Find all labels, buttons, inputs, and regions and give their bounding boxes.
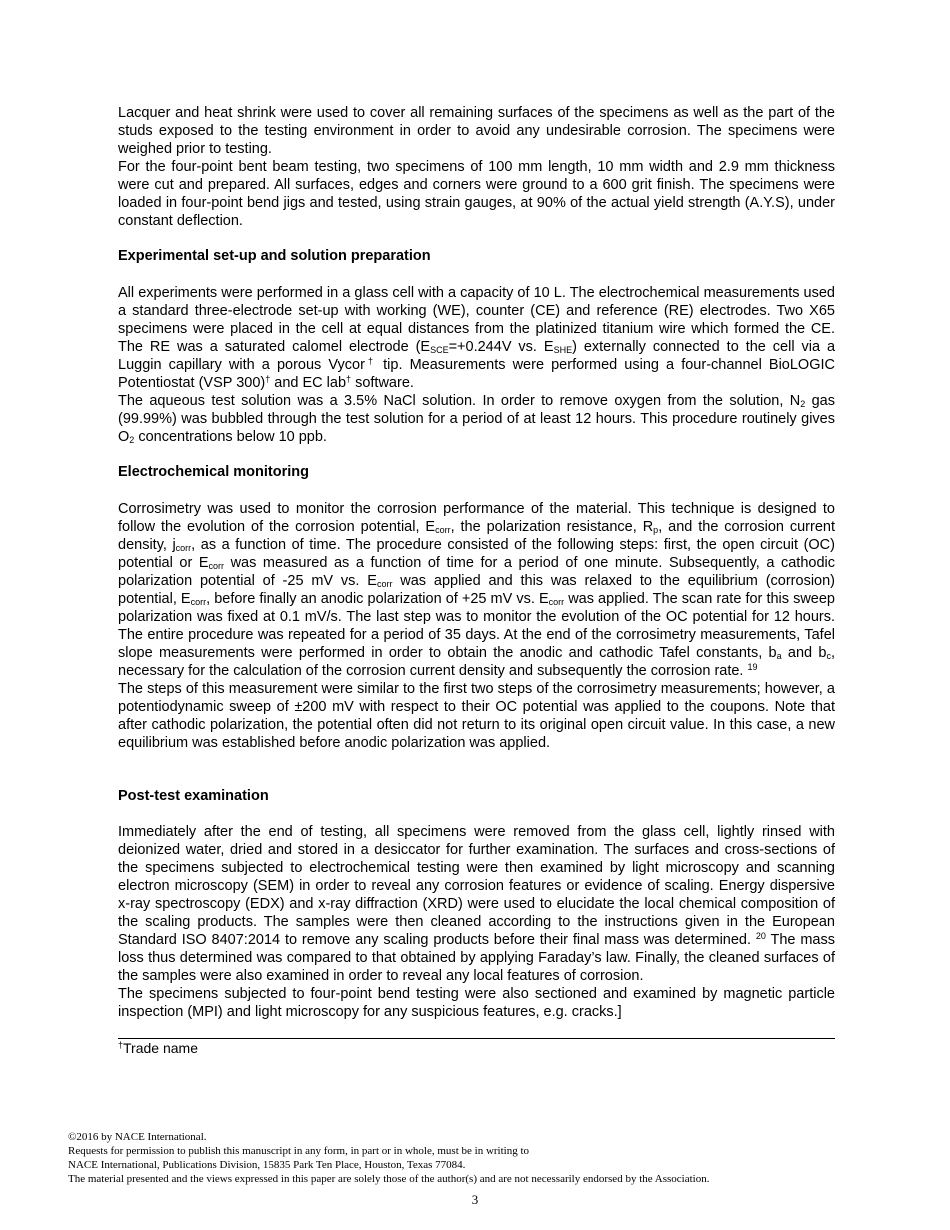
paragraph-corrosimetry: Corrosimetry was used to monitor the corrosion performance of the material. This technique is designed to follow the evolution of the corrosion potential, $E_{corr}$, the polarization resistance, $R_p$, and the corrosion current density, $j_{corr}$, as a function of time. The procedure consisted of the following steps: first, the open circuit (OC) potential or $E_{corr}$ was measured as a function of time for a period of one minute. Subsequently, a cathodic polarization potential of -25 mV vs. $E_{corr}$ was applied and this was relaxed to the equilibrium (corrosion) potential, $E_{corr}$, before finally an anodic polarization of +25 mV vs. $E_{corr}$ was applied. The scan rate for this sweep polarization was fixed at 0.1 mV/s. The last step was to monitor the evolution of the OC potential for 12 hours. The entire procedure was repeated for a period of 35 days. At the end of the corrosimetry measurements, Tafel slope measurements were performed in order to obtain the anodic and cathodic Tafel constants, $b_a$ and $b_c$, necessary for the calculation of the corrosion current density and subsequently the corrosion rate. $^{19}$	[118, 501, 835, 679]
paragraph-examination: Immediately after the end of testing, all specimens were removed from the glass cell, lightly rinsed with deionized water, dried and stored in a desiccator for further examination. The surfaces and cross-sections of the specimens subjected to electrochemical testing were then examined by light microscopy and scanning electron microscopy (SEM) in order to reveal any corrosion features or evidence of scaling. Energy dispersive x-ray spectroscopy (EDX) and x-ray diffraction (XRD) were used to elucidate the local chemical composition of the scaling products. The samples were then cleaned according to the instructions given in the European Standard ISO 8407:2014 to remove any scaling products before their final mass was determined. $^{20}$ The mass loss thus determined was compared to that obtained by applying Faraday’s law. Finally, the cleaned surfaces of the samples were also examined in order to reveal any local features of corrosion.	[118, 824, 835, 984]
page-number: 3	[471, 1192, 479, 1207]
paragraph-mpi: The specimens subjected to four-point bend testing were also sectioned and examined by magnetic particle inspection (MPI) and light microscopy for any suspicious features, e.g. cracks.]	[118, 986, 835, 1020]
heading-post-test: Post-test examination	[118, 788, 269, 804]
address-line: NACE International, Publications Division, 15835 Park Ten Place, Houston, Texas 77084.	[68, 1159, 466, 1171]
paragraph-potentiodynamic: The steps of this measurement were similar to the first two steps of the corrosimetry measurements; however, a potentiodynamic sweep of ±200 mV with respect to their OC potential was applied to the coupons. Note that after cathodic polarization, the potential often did not return to its original open circuit value. In this case, a new equilibrium was established before anodic polarization was applied.	[118, 681, 835, 751]
copyright-line: ©2016 by NACE International.	[68, 1131, 207, 1143]
heading-container-setup	[118, 247, 835, 265]
heading-container-electro	[118, 463, 835, 481]
heading-electrochemical-monitoring: Electrochemical monitoring	[118, 464, 309, 480]
footnote-trade-name: †Trade name	[118, 1040, 198, 1056]
setup-section	[118, 284, 835, 446]
paragraph-four-point-bend: For the four-point bent beam testing, two specimens of 100 mm length, 10 mm width and 2.9 mm thickness were cut and prepared. All surfaces, edges and corners were ground to a 600 grit finish. The specimens were loaded in four-point bend jigs and tested, using strain gauges, at 90% of the actual yield strength (A.Y.S), under constant deflection.	[118, 159, 835, 229]
heading-container-post	[118, 787, 835, 805]
post-test-section	[118, 823, 835, 1021]
paragraph-lacquer: Lacquer and heat shrink were used to cover all remaining surfaces of the specimens as well as the part of the studs exposed to the testing environment in order to avoid any undesirable corrosion. The specimens were weighed prior to testing.	[118, 105, 835, 157]
reference-20: 20	[755, 931, 766, 941]
disclaimer-line: The material presented and the views expressed in this paper are solely those of the author(s) and are not necessarily endorsed by the Association.	[68, 1173, 710, 1185]
permission-line: Requests for permission to publish this manuscript in any form, in part or in whole, must be in writing to	[68, 1145, 530, 1157]
paragraph-electrochemical-setup: All experiments were performed in a glass cell with a capacity of 10 L. The electrochemical measurements used a standard three-electrode set-up with working (WE), counter (CE) and reference (RE) electrodes. Two X65 specimens were placed in the cell at equal distances from the platinized titanium wire which formed the CE. The RE was a saturated calomel electrode ($E_{SCE}=+0.244V$ vs. $E_{SHE}$) externally connected to the cell via a Luggin capillary with a porous Vycor† tip. Measurements were performed using a four-channel BioLOGIC Potentiostat (VSP 300)† and EC lab† software.	[118, 285, 836, 391]
heading-experimental-setup: Experimental set-up and solution preparation	[118, 248, 431, 264]
specimen-prep-section	[118, 104, 835, 230]
footnote-rule	[118, 1038, 835, 1039]
paragraph-test-solution: The aqueous test solution was a 3.5% NaCl solution. In order to remove oxygen from the solution, $N_2$ gas (99.99%) was bubbled through the test solution for a period of at least 12 hours. This procedure routinely gives $O_2$ concentrations below 10 ppb.	[118, 393, 835, 445]
copyright-notice	[68, 1130, 908, 1186]
electrochemical-section	[118, 500, 835, 752]
reference-19: 19	[747, 662, 758, 672]
